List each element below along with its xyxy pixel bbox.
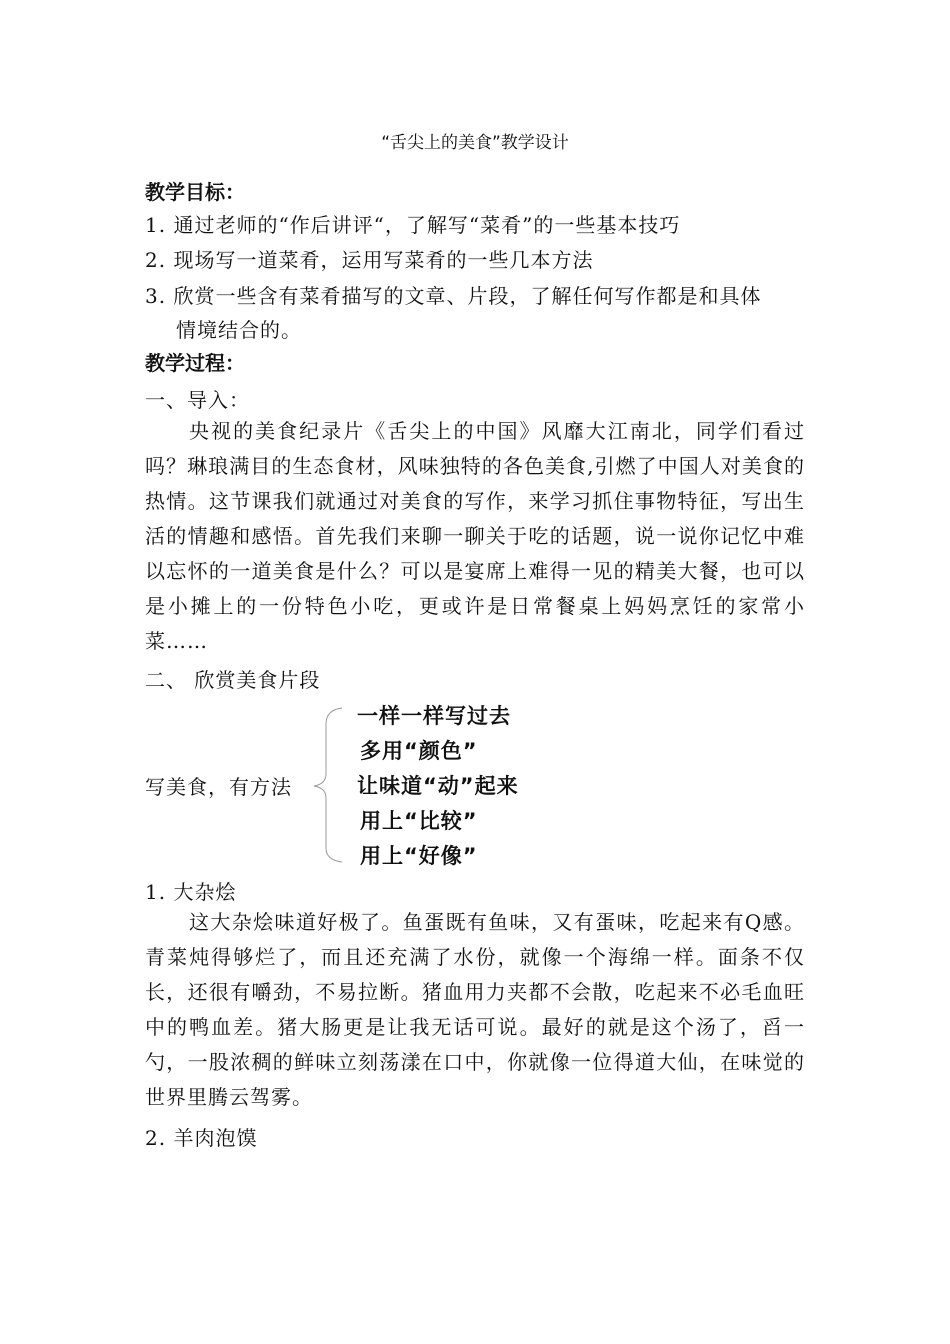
- section-1-paragraph: 央视的美食纪录片《舌尖上的中国》风靡大江南北，同学们看过吗？琳琅满目的生态食材，风味独特的各色美食,引燃了中国人对美食的热情。这节课我们就通过对美食的写作，来学习抓住事物特征，写出生活的情趣和感悟。首先我们来聊一聊关于吃的话题，说一说你记忆中难以忘怀的一道美食是什么？可以是宴席上难得一见的精美大餐，也可以是小摊上的一份特色小吃，更或许是日常餐桌上妈妈烹饪的家常小菜……: [145, 419, 805, 653]
- method-item-4: 用上“比较”: [360, 809, 478, 833]
- document-title: “舌尖上的美食”教学设计: [381, 133, 569, 153]
- section-2-title: 二、 欣赏美食片段: [145, 668, 321, 692]
- item-1-title: 1. 大杂烩: [145, 880, 237, 904]
- method-label: 写美食，有方法: [145, 775, 292, 799]
- item-2-title: 2. 羊肉泡馍: [145, 1126, 258, 1150]
- method-item-3: 让味道“动”起来: [357, 774, 519, 798]
- section-1-title: 一、导入：: [145, 388, 250, 412]
- method-item-5: 用上“好像”: [360, 844, 478, 868]
- item-1-paragraph: 这大杂烩味道好极了。鱼蛋既有鱼味，又有蛋味，吃起来有Q感。青菜炖得够烂了，而且还充满了水份，就像一个海绵一样。面条不仅长，还很有嚼劲，不易拉断。猪血用力夹都不会散，吃起来不必毛血旺中的鸭血差。猪大肠更是让我无话可说。最好的就是这个汤了，舀一勺，一股浓稠的鲜味立刻荡漾在口中，你就像一位得道大仙，在味觉的世界里腾云驾雾。: [145, 910, 805, 1109]
- method-item-2: 多用“颜色”: [360, 739, 478, 763]
- process-heading: 教学过程：: [145, 351, 245, 375]
- objective-item-2: 2. 现场写一道菜肴，运用写菜肴的一些几本方法: [145, 248, 594, 272]
- objective-item-3-continued: 情境结合的。: [176, 318, 302, 342]
- method-item-1: 一样一样写过去: [357, 704, 511, 728]
- objective-item-1: 1. 通过老师的“作后讲评“，了解写“菜肴”的一些基本技巧: [145, 213, 681, 237]
- objectives-heading: 教学目标：: [145, 180, 245, 204]
- objective-item-3: 3. 欣赏一些含有菜肴描写的文章、片段，了解任何写作都是和具体: [145, 284, 762, 308]
- brace-icon: [310, 706, 350, 864]
